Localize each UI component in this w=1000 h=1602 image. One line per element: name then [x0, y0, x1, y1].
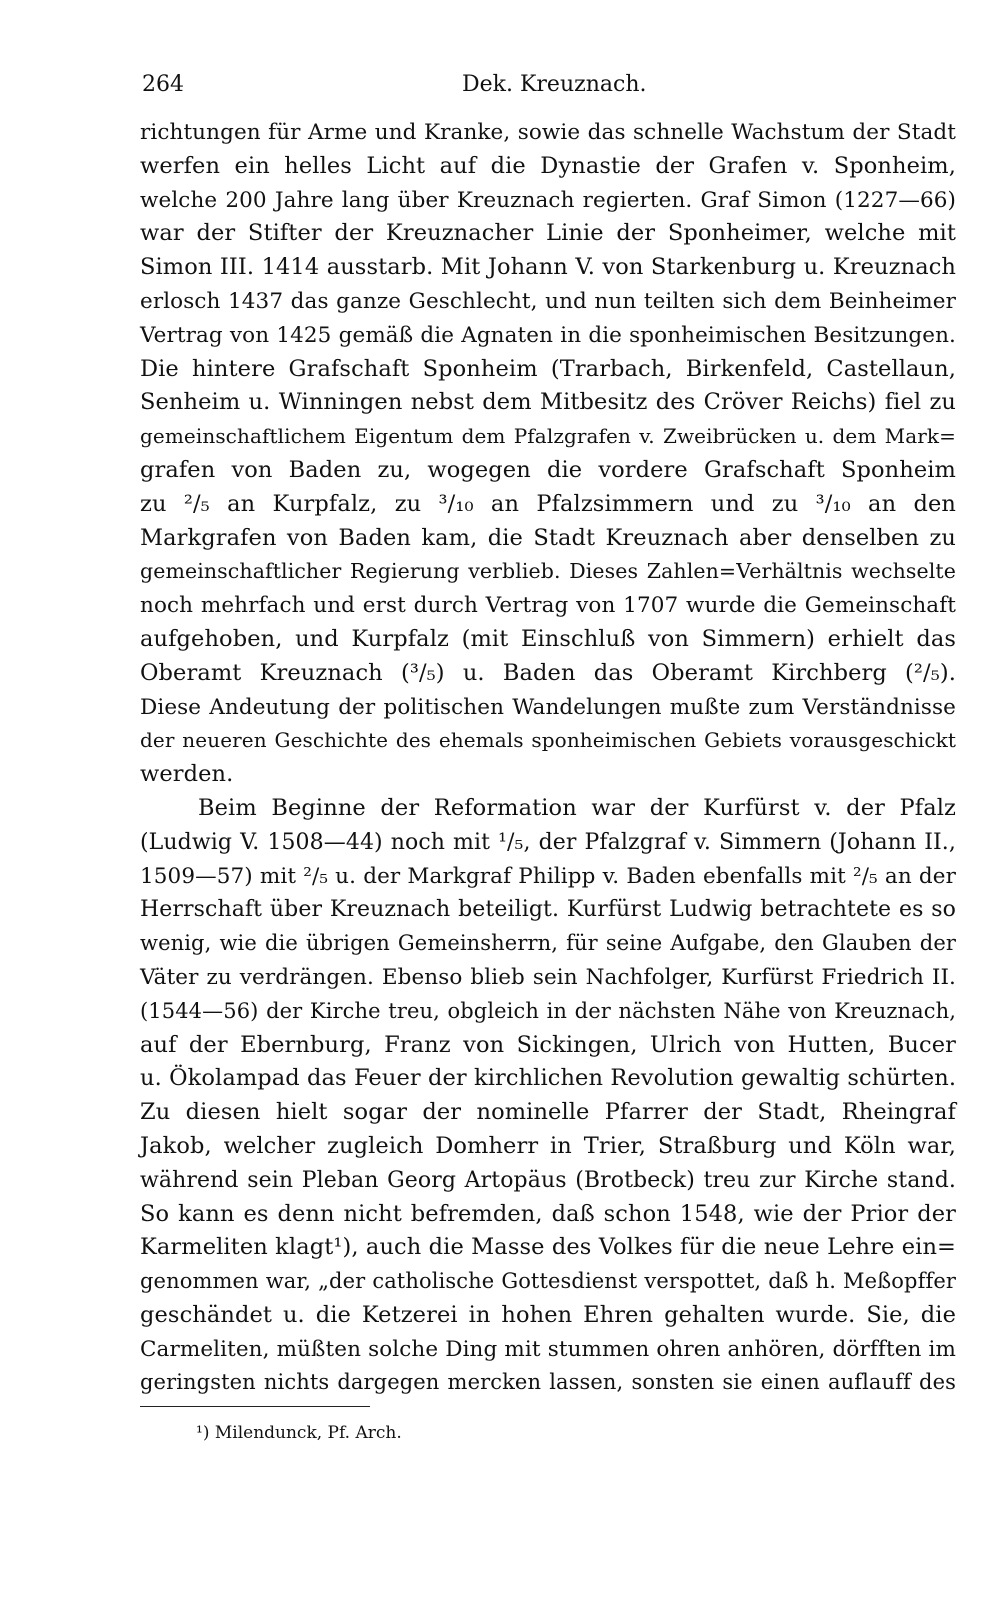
text-line: u. Ökolampad das Feuer der kirchlichen Revolution gewaltig schürten.	[140, 1065, 957, 1092]
text-line: Vertrag von 1425 gemäß die Agnaten in die sponheimischen Besitzungen.	[140, 322, 956, 348]
text-line: noch mehrfach und erst durch Vertrag von 1707 wurde die Gemeinschaft	[140, 593, 956, 619]
text-line: So kann es denn nicht befremden, daß schon 1548, wie der Prior der	[140, 1200, 956, 1227]
text-line: welche 200 Jahre lang über Kreuznach regierten. Graf Simon (1227—66)	[140, 187, 956, 213]
text-line: geringsten nichts dargegen mercken lassen, sonsten sie einen auflauff des	[140, 1370, 956, 1395]
text-line: Karmeliten klagt¹), auch die Masse des Volkes für die neue Lehre ein=	[140, 1234, 956, 1261]
page-number: 264	[142, 72, 184, 97]
text-line: aufgehoben, und Kurpfalz (mit Einschluß von Simmern) erhielt das	[140, 625, 956, 652]
page-header	[142, 64, 954, 104]
text-line: (Ludwig V. 1508—44) noch mit ¹/₅, der Pfalzgraf v. Simmern (Johann II.,	[140, 829, 956, 855]
text-line: gemeinschaftlicher Regierung verblieb. Dieses Zahlen=Verhältnis wechselte	[140, 559, 956, 584]
text-line: erlosch 1437 das ganze Geschlecht, und nun teilten sich dem Beinheimer	[140, 288, 956, 314]
text-line: (1544—56) der Kirche treu, obgleich in der nächsten Nähe von Kreuznach,	[140, 998, 956, 1023]
text-line: gemeinschaftlichem Eigentum dem Pfalzgrafen v. Zweibrücken u. dem Mark=	[140, 424, 956, 449]
text-line: Diese Andeutung der politischen Wandelungen mußte zum Verständnisse	[140, 694, 956, 720]
text-line: Simon III. 1414 ausstarb. Mit Johann V. von Starkenburg u. Kreuznach	[140, 254, 956, 281]
text-line: zu ²/₅ an Kurpfalz, zu ³/₁₀ an Pfalzsimmern und zu ³/₁₀ an den	[140, 490, 956, 517]
text-line: Väter zu verdrängen. Ebenso blieb sein Nachfolger, Kurfürst Friedrich II.	[140, 964, 956, 990]
text-line: Carmeliten, müßten solche Ding mit stummen ohren anhören, dörfften im	[140, 1336, 956, 1362]
text-line: werfen ein helles Licht auf die Dynastie der Grafen v. Sponheim,	[140, 152, 956, 179]
text-line: geschändet u. die Ketzerei in hohen Ehren gehalten wurde. Sie, die	[140, 1301, 956, 1328]
text-line: richtungen für Arme und Kranke, sowie das schnelle Wachstum der Stadt	[140, 120, 956, 145]
text-line: Markgrafen von Baden kam, die Stadt Kreuznach aber denselben zu	[140, 524, 956, 551]
main-text	[140, 116, 956, 1400]
text-line: wenig, wie die übrigen Gemeinsherrn, für seine Aufgabe, den Glauben der	[140, 931, 956, 956]
footnote-divider	[140, 1406, 370, 1407]
text-line: Zu diesen hielt sogar der nominelle Pfarrer der Stadt, Rheingraf	[140, 1099, 956, 1126]
text-line: 1509—57) mit ²/₅ u. der Markgraf Philipp v. Baden ebenfalls mit ²/₅ an der	[140, 863, 956, 889]
text-line: war der Stifter der Kreuznacher Linie der Sponheimer, welche mit	[140, 220, 956, 247]
running-head: Dek. Kreuznach.	[462, 72, 647, 97]
footnote: ¹) Milendunck, Pf. Arch.	[196, 1423, 402, 1443]
text-line: grafen von Baden zu, wogegen die vordere Grafschaft Sponheim	[140, 456, 956, 483]
text-line: werden.	[140, 761, 234, 788]
text-line: Beim Beginne der Reformation war der Kurfürst v. der Pfalz	[198, 794, 956, 821]
text-line: genommen war, „der catholische Gottesdienst verspottet, daß h. Meßopffer	[140, 1269, 956, 1294]
text-line: Die hintere Grafschaft Sponheim (Trarbach, Birkenfeld, Castellaun,	[140, 355, 956, 382]
text-line: während sein Pleban Georg Artopäus (Brotbeck) treu zur Kirche stand.	[140, 1167, 956, 1193]
text-line: Jakob, welcher zugleich Domherr in Trier, Straßburg und Köln war,	[140, 1132, 956, 1159]
text-line: Senheim u. Winningen nebst dem Mitbesitz des Cröver Reichs) fiel zu	[140, 389, 956, 416]
text-line: Oberamt Kreuznach (³/₅) u. Baden das Oberamt Kirchberg (²/₅).	[140, 659, 956, 686]
text-line: der neueren Geschichte des ehemals sponheimischen Gebiets vorausgeschickt	[140, 728, 956, 753]
text-line: auf der Ebernburg, Franz von Sickingen, Ulrich von Hutten, Bucer	[140, 1031, 956, 1058]
text-line: Herrschaft über Kreuznach beteiligt. Kurfürst Ludwig betrachtete es so	[140, 897, 956, 923]
